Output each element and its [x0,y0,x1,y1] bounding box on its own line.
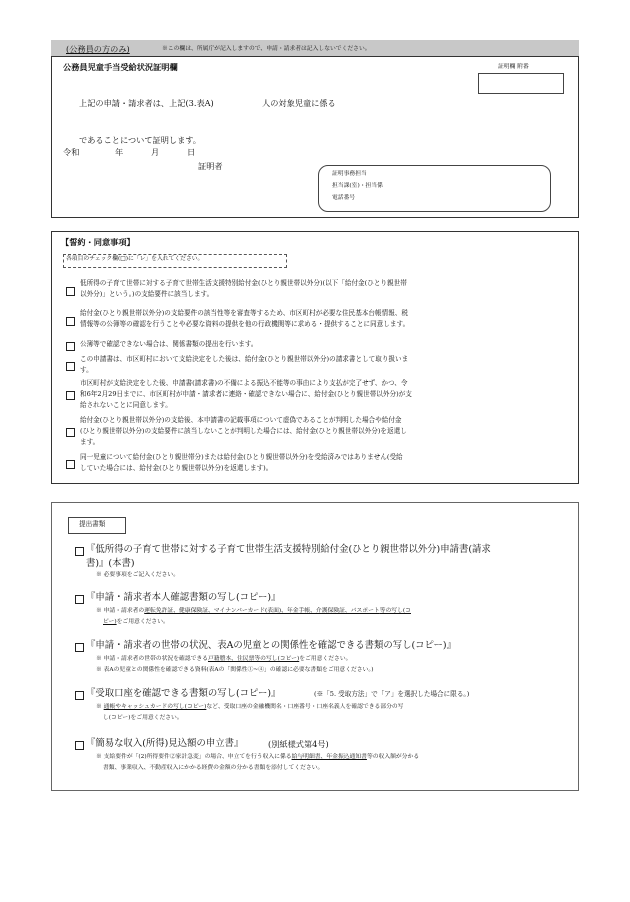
oath-checkbox-3[interactable] [66,342,75,351]
doc-note: 書類、事業収入、不動産収入にかかる経費の金額の分かる書類を添付してください。 [103,765,324,771]
contact-line: 電話番号 [332,195,356,201]
doc-note-line [96,755,419,761]
doc-note: ※ 表Aの児童との関係性を確認できる資料(表Aの「関係性①~④」の確認に必要な書類をご用意ください。) [96,667,374,673]
oath-text: 給されないことに同意します。 [80,401,172,409]
oath-text: (ひとり親世帯以外分)の支給要件に該当しないことが判明した場合には、給付金(ひとり親世帯以外分)を返還し [80,427,407,435]
oath-text: 給付金(ひとり親世帯以外分)の支給後、本申請書の記載事項について虚偽であることが判明した場合や給付金 [80,416,402,424]
doc-note: ※ 申請・請求者の世帯の状況を確認できる [96,656,208,662]
child-count-field[interactable] [232,96,260,108]
doc-head: 『簡易な収入(所得)見込額の申立書』 [86,738,244,749]
doc-note: 等の写し(コ [379,608,411,614]
doc-note-emphasis: 通帳やキャッシュカードの写し(コピー) [103,704,207,710]
doc-note: など、受取口座の金融機関名・口座番号・口座名義人を確認できる部分の写 [206,704,404,710]
official-notice: ※この欄は、所属庁が記入しますので、申請・請求者は記入しないでください。 [162,46,371,52]
doc-note: ※ [96,704,104,710]
doc-note-emphasis: 運転免許証、健康保険証、マイナンバーカード(表面)、年金手帳、介護保険証、パスポート [144,608,380,614]
oath-text: 市区町村が支給決定をした後、申請書(請求書)の不備による振込不能等の事由により支払が完了せず、かつ、令 [80,379,408,387]
doc-note: をご用意ください。 [116,619,169,625]
doc-checkbox-2[interactable] [75,595,84,604]
doc-note-line [103,620,169,626]
oath-checkbox-1[interactable] [66,287,75,296]
date-era: 令和 [63,147,80,157]
certify-line-1a: 上記の申請・請求者は、上記(3.表A) [79,98,214,108]
doc-head: 書)』(本書) [86,558,135,569]
date-month: 月 [151,147,160,157]
date-day: 日 [187,147,196,157]
doc-head: 『申請・請求者本人確認書類の写し(コピー)』 [86,592,281,603]
oath-text: 同一児童について給付金(ひとり親世帯分)または給付金(ひとり親世帯以外分)を受給済みではありません(受給 [80,453,403,461]
certify-line-1b: 人の対象児童に係る [262,98,336,108]
official-only-tag: (公務員の方のみ) [66,44,130,54]
stamp-number-label: 証明欄 附番 [498,64,529,70]
doc-head: 『低所得の子育て世帯に対する子育て世帯生活支援特別給付金(ひとり親世帯以外分)申請書(請求 [86,544,491,555]
certify-line-2: であることについて証明します。 [79,135,201,145]
official-section-title: 公務員児童手当受給状況証明欄 [63,62,178,72]
doc-checkbox-5[interactable] [75,741,84,750]
oath-checkbox-4[interactable] [66,362,75,371]
doc-note: 等の収入額が分かる [366,754,420,760]
oath-text: 和6年2月29日までに、市区町村が申請・請求者に連絡・確認できない場合に、給付金(ひとり親世帯以外分)が支 [80,390,412,398]
checkbox-instruction: 各項目のチェック欄(□)に「レ」を入れてください。 [66,256,204,262]
doc-checkbox-3[interactable] [75,643,84,652]
oath-checkbox-2[interactable] [66,317,75,326]
doc-head-condition: (※「5. 受取方法」で「ア」を選択した場合に限る。) [314,690,470,698]
doc-note-emphasis: 給与明細書、年金振込通知書 [291,754,367,760]
doc-note-emphasis: ピー) [103,619,117,625]
contact-line: 証明事務担当 [332,171,367,177]
oath-checkbox-6[interactable] [66,428,75,437]
doc-note-line [96,705,403,711]
oath-checkbox-5[interactable] [66,391,75,400]
doc-note: ※ 申請・請求者の [96,608,145,614]
documents-title: 提出書類 [79,520,106,528]
doc-note-line [96,657,351,663]
oath-text: 給付金(ひとり親世帯以外分)の支給要件の該当性等を審査等するため、市区町村が必要な住民基本台帳情報、税 [80,309,408,317]
doc-head: 『受取口座を確認できる書類の写し(コピー)』 [86,688,281,699]
stamp-number-field[interactable] [478,73,564,94]
doc-head: 『申請・請求者の世帯の状況、表Aの児童との関係性を確認できる書類の写し(コピー)』 [86,640,456,651]
doc-note: し(コピー)をご用意ください。 [103,715,183,721]
contact-line: 担当課(室)・担当係 [332,183,383,189]
doc-checkbox-1[interactable] [75,547,84,556]
doc-head-form: (別紙様式第4号) [268,739,329,749]
doc-note: をご用意ください。 [299,656,352,662]
oath-text: 低所得の子育て世帯に対する子育て世帯生活支援特別給付金(ひとり親世帯以外分)(以下「給付金(ひとり親世帯 [80,279,407,287]
date-year: 年 [115,147,124,157]
oath-checkbox-7[interactable] [66,460,75,469]
oath-text: ます。 [80,438,100,446]
oath-text: す。 [80,366,93,374]
doc-note: ※ 支給要件が「(2)所得要件②家計急変」の場合、申立てを行う収入に係る [96,754,292,760]
oath-text: 公簿等で確認できない場合は、関係書類の提出を行います。 [80,340,258,348]
certifier-label: 証明者 [198,161,223,171]
doc-note-emphasis: 戸籍謄本、住民票等の写し(コピー) [207,656,300,662]
oath-text: この申請書は、市区町村において支給決定をした後は、給付金(ひとり親世帯以外分)の請求書として取り扱いま [80,355,409,363]
doc-note: ※ 必要事項をご記入ください。 [96,572,179,578]
doc-checkbox-4[interactable] [75,691,84,700]
doc-note-line [96,609,411,615]
oath-text: 以外分)」という。)の支給要件に該当します。 [80,290,214,298]
oath-text: していた場合には、給付金(ひとり親世帯以外分)を返還します)。 [80,464,273,472]
oath-text: 情報等の公簿等の確認を行うことや必要な資料の提供を他の行政機関等に求める・提供することに同意します。 [80,320,410,328]
oath-section-title: 【誓約・同意事項】 [61,237,135,247]
